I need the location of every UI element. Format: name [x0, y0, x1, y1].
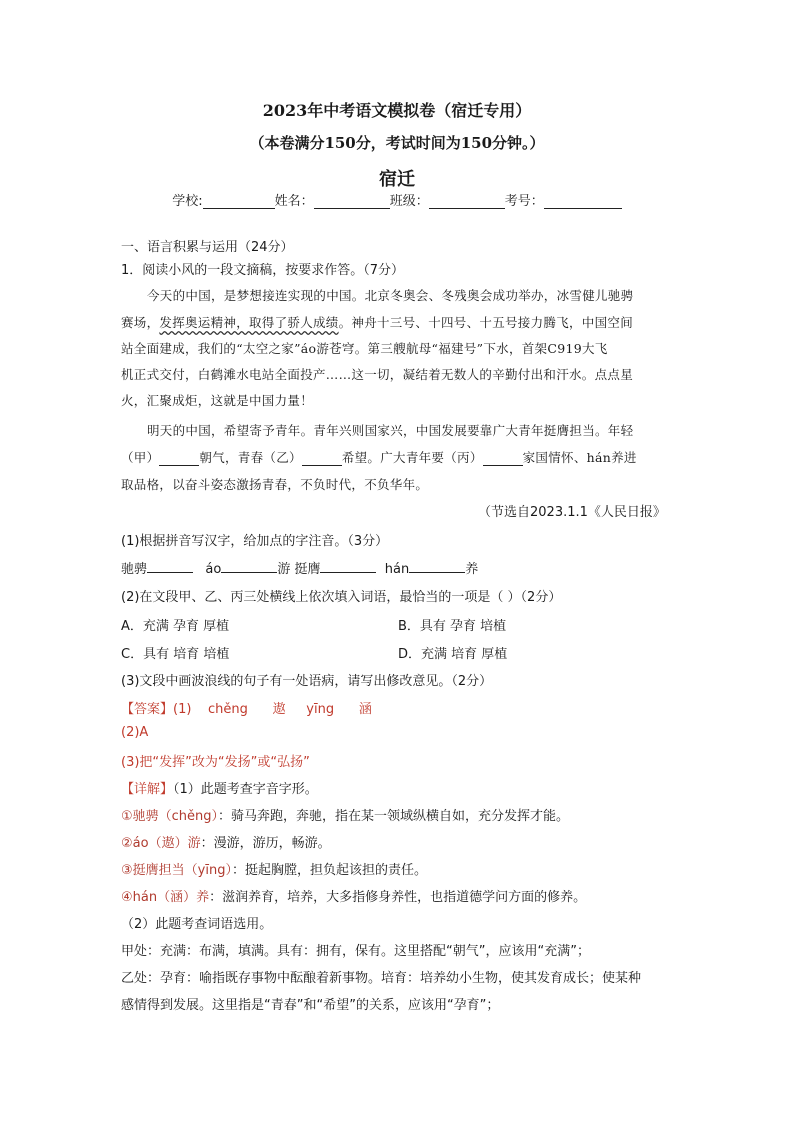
- passage-line: 站全面建成，我们的“太空之家”áo游苍穹。第三艘航母“福建号”下水，首架C919大飞: [121, 341, 608, 356]
- subquestion-3: (3)文段中画波浪线的句子有一处语病，请写出修改意见。（2分）: [121, 674, 493, 689]
- detail-item: ②áo（遨）游：漫游，游历，畅游。: [121, 836, 331, 851]
- section-heading: 一、语言积累与运用（24分）: [121, 240, 294, 255]
- student-info-line: [0, 190, 794, 209]
- number-field[interactable]: [544, 194, 622, 209]
- answer-label: 【答案】: [121, 702, 174, 717]
- question-1: 1．阅读小风的一段文摘稿，按要求作答。（7分）: [121, 263, 405, 278]
- school-label: 学校:: [172, 194, 203, 209]
- name-field[interactable]: [314, 194, 390, 209]
- passage-line: 赛场，发挥奥运精神，取得了骄人成绩。神舟十三号、十四号、十五号接力腾飞，中国空间: [121, 315, 634, 330]
- answer-line-2: (2)A: [121, 725, 149, 740]
- school-field[interactable]: [203, 194, 275, 209]
- blank-yi[interactable]: [302, 453, 342, 466]
- option-a[interactable]: A．充满 孕育 厚植: [121, 619, 230, 634]
- number-label: 考号：: [504, 194, 544, 209]
- passage-line: 火，汇聚成炬，这就是中国力量！: [121, 393, 314, 408]
- passage-line: （甲） 朝气，青春（乙） 希望。广大青年要（丙） 家国情怀、hán养进: [121, 450, 637, 465]
- detail-part-2: （2）此题考查词语选用。: [121, 917, 273, 932]
- detail-line: 感情得到发展。这里指是“青春”和“希望”的关系，应该用“孕育”；: [121, 998, 500, 1013]
- blank-bing[interactable]: [483, 453, 523, 466]
- option-c[interactable]: C．具有 培育 培植: [121, 647, 230, 662]
- exam-subtitle: （本卷满分150分，考试时间为150分钟。）: [249, 134, 545, 152]
- city-heading: 宿迁: [379, 169, 415, 190]
- answer-blank[interactable]: [147, 560, 193, 573]
- answer-blank[interactable]: [320, 560, 376, 573]
- answer-blank[interactable]: [409, 560, 465, 573]
- answer-line-3: (3)把“发挥”改为“发扬”或“弘扬”: [121, 755, 310, 770]
- subquestion-2: (2)在文段甲、乙、丙三处横线上依次填入词语，最恰当的一项是（ ）（2分）: [121, 590, 562, 605]
- exam-title: 2023年中考语文模拟卷（宿迁专用）: [262, 101, 532, 120]
- answer-line-1: 【答案】(1) chěng 遨 yīng 涵: [121, 702, 372, 717]
- subquestion-1: (1)根据拼音写汉字，给加点的字注音。（3分）: [121, 534, 389, 549]
- detail-line: 乙处：孕育：喻指既存事物中酝酿着新事物。培育：培养幼小生物，使其发育成长；使某种: [121, 971, 642, 986]
- detail-item: ④hán（涵）养：滋润养育，培养，大多指修身养性，也指道德学问方面的修养。: [121, 890, 587, 905]
- passage-line: 机正式交付，白鹤滩水电站全面投产……这一切，凝结着无数人的辛勤付出和汗水。点点星: [121, 367, 634, 382]
- wavy-sentence: 发挥奥运精神，取得了骄人成绩: [159, 315, 339, 330]
- passage-line: 明天的中国，希望寄予青年。青年兴则国家兴，中国发展要靠广大青年挺膺担当。年轻: [147, 423, 634, 438]
- option-b[interactable]: B．具有 孕育 培植: [398, 619, 507, 634]
- detail-item: ③挺膺担当（yīng）：挺起胸膛，担负起该担的责任。: [121, 863, 427, 878]
- passage-line: 今天的中国，是梦想接连实现的中国。北京冬奥会、冬残奥会成功举办，冰雪健儿驰骋: [147, 288, 634, 303]
- blank-jia[interactable]: [159, 453, 199, 466]
- name-label: 姓名：: [274, 194, 314, 209]
- detail-item: ①驰骋（chěng）：骑马奔跑，奔驰，指在某一领域纵横自如，充分发挥才能。: [121, 809, 570, 824]
- class-label: 班级：: [389, 194, 429, 209]
- detail-label: 【详解】: [121, 782, 174, 797]
- option-d[interactable]: D．充满 培育 厚植: [398, 647, 508, 662]
- passage-line: 取品格，以奋斗姿态激扬青春，不负时代，不负华年。: [121, 477, 429, 492]
- detail-intro: 【详解】（1）此题考查字音字形。: [121, 782, 318, 797]
- answer-blank[interactable]: [221, 560, 277, 573]
- subquestion-1-items: 驰骋 áo 游 挺膺 hán 养: [121, 562, 479, 577]
- passage-source: （节选自2023.1.1《人民日报》: [478, 505, 666, 520]
- detail-line: 甲处：充满：布满，填满。具有：拥有，保有。这里搭配“朝气”，应该用“充满”；: [121, 944, 590, 959]
- class-field[interactable]: [429, 194, 505, 209]
